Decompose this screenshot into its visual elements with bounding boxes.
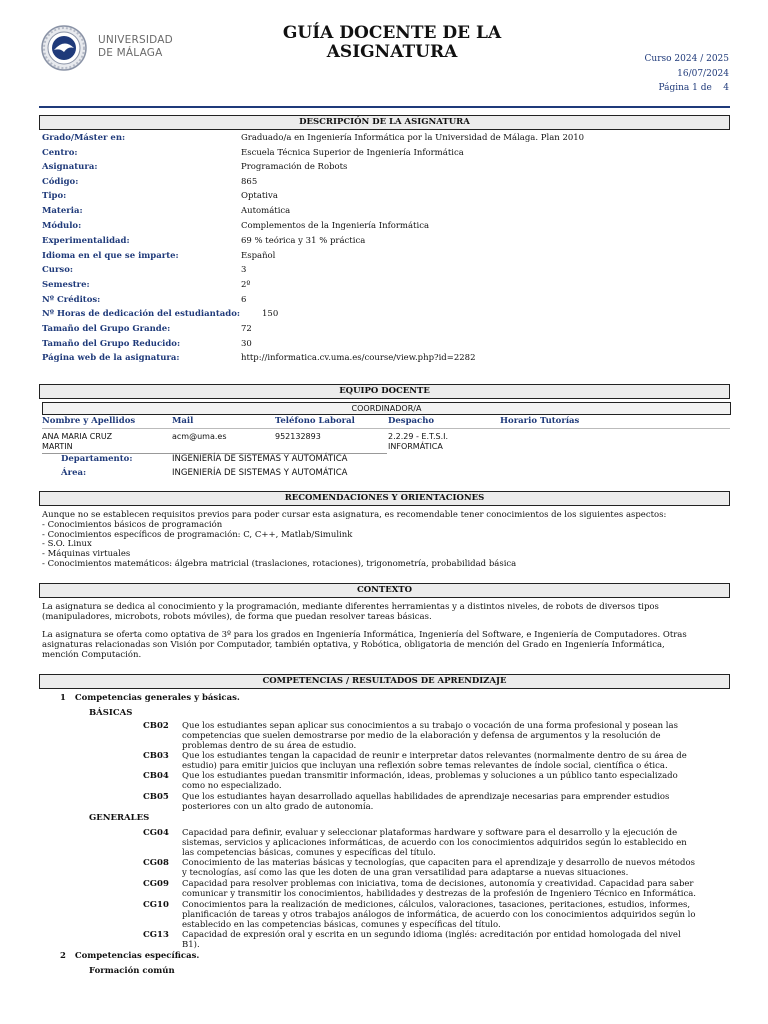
descripcion-value: 2º <box>241 280 251 290</box>
descripcion-row <box>42 206 732 218</box>
competencia-line: Conocimiento de las materias básicas y tecnologías, que capaciten para el aprendizaje y desarrollo de nuevos métodos <box>182 858 695 868</box>
area-value: INGENIERÍA DE SISTEMAS Y AUTOMÁTICA <box>172 468 348 478</box>
descripcion-label: Código: <box>42 177 79 187</box>
title-line-1: GUÍA DOCENTE DE LA <box>282 23 502 43</box>
descripcion-row <box>42 280 732 292</box>
competencia-line: B1). <box>182 939 200 950</box>
descripcion-value: Graduado/a en Ingeniería Informática por la Universidad de Málaga. Plan 2010 <box>241 133 585 143</box>
descripcion-value: Automática <box>241 206 291 216</box>
descripcion-value: 30 <box>241 339 252 349</box>
competencia-text <box>182 859 732 879</box>
descripcion-row <box>42 353 732 365</box>
university-name-line-1: UNIVERSIDAD <box>98 34 173 46</box>
recomendaciones-line: - Conocimientos específicos de programación: C, C++, Matlab/Simulink <box>42 529 353 540</box>
descripcion-value: Escuela Técnica Superior de Ingeniería Informática <box>241 148 464 158</box>
descripcion-row <box>42 309 732 321</box>
descripcion-row <box>42 177 732 189</box>
title-line-2: ASIGNATURA <box>326 42 458 62</box>
competencia-text <box>182 722 732 751</box>
coordinador-nombre <box>42 432 112 451</box>
descripcion-value: 69 % teórica y 31 % práctica <box>241 236 366 246</box>
group-number: 1 <box>60 693 66 703</box>
university-name <box>98 34 173 60</box>
descripcion-row <box>42 191 732 203</box>
group-number: 2 <box>60 951 66 961</box>
descripcion-label: Tamaño del Grupo Reducido: <box>42 339 181 349</box>
descripcion-row <box>42 339 732 351</box>
competencia-line: Conocimientos para la realización de mediciones, cálculos, valoraciones, tasaciones, peritaciones, estudios, informes, <box>182 900 691 910</box>
descripcion-value: 6 <box>241 295 247 305</box>
descripcion-row <box>42 221 732 233</box>
descripcion-row <box>42 162 732 174</box>
competencia-code: CG04 <box>143 828 169 838</box>
document-title <box>262 24 522 62</box>
course-web-link[interactable]: http://informatica.cv.uma.es/course/view.php?id=2282 <box>241 353 476 363</box>
header-divider <box>39 106 730 108</box>
descripcion-row <box>42 265 732 277</box>
recomendaciones-text <box>42 511 732 570</box>
descripcion-value: 150 <box>262 309 279 319</box>
descripcion-row <box>42 236 732 248</box>
university-logo <box>38 24 178 74</box>
section-heading-recomendaciones: RECOMENDACIONES Y ORIENTACIONES <box>39 491 730 506</box>
descripcion-row <box>42 148 732 160</box>
descripcion-value: Programación de Robots <box>241 162 348 172</box>
competencia-text <box>182 793 732 813</box>
competencia-code: CB02 <box>143 721 169 731</box>
recomendaciones-line: - Conocimientos matemáticos: álgebra matricial (traslaciones, rotaciones), trigonometría, probabilidad básica <box>42 558 517 569</box>
descripcion-value: 72 <box>241 324 252 334</box>
descripcion-label: Materia: <box>42 206 83 216</box>
page-indicator: Página 1 de 4 <box>658 83 729 93</box>
competencia-line: comunicar y transmitir los conocimientos, habilidades y destrezas de la profesión de Ingeniero Técnico en Informática. <box>182 888 696 899</box>
competencias-group-1 <box>60 693 240 703</box>
table-divider <box>42 428 730 429</box>
competencia-line: sistemas, servicios y aplicaciones informáticas, de acuerdo con los conocimientos adquiridos según lo establecido en <box>182 837 687 848</box>
group-title: Competencias generales y básicas. <box>74 693 240 703</box>
competencia-text <box>182 901 732 930</box>
recomendaciones-line: - S.O. Linux <box>42 539 92 550</box>
descripcion-label: Centro: <box>42 148 78 158</box>
descripcion-label: Experimentalidad: <box>42 236 130 246</box>
competencia-text <box>182 829 732 858</box>
descripcion-label: Semestre: <box>42 280 90 290</box>
coordinador-nombre-line-1: ANA MARIA CRUZ <box>42 432 113 441</box>
column-header-mail: Mail <box>172 416 194 426</box>
area-label: Área: <box>61 468 87 478</box>
recomendaciones-line: - Conocimientos básicos de programación <box>42 519 223 530</box>
coordinador-mail[interactable]: acm@uma.es <box>172 432 227 441</box>
university-seal-icon <box>38 24 90 72</box>
competencia-line: competencias que suelen demostrarse por medio de la elaboración y defensa de argumentos y la resolución de <box>182 730 661 741</box>
competencia-code: CB05 <box>143 792 169 802</box>
section-heading-equipo: EQUIPO DOCENTE <box>39 384 730 399</box>
column-header-horario: Horario Tutorías <box>500 416 580 426</box>
contexto-paragraph-2 <box>42 631 732 660</box>
descripcion-row <box>42 295 732 307</box>
competencia-line: Que los estudiantes sepan aplicar sus conocimientos a su trabajo o vocación de una forma profesional y posean las <box>182 721 678 731</box>
contexto-line: La asignatura se dedica al conocimiento y la programación, mediante diferentes herramientas y a distintos niveles, de robots de diversos tipos <box>42 602 659 612</box>
descripcion-label: Tipo: <box>42 191 67 201</box>
column-header-nombre: Nombre y Apellidos <box>42 416 136 426</box>
competencia-line: y tecnologías, así como las que les doten de una gran versatilidad para adaptarse a nuevas situaciones. <box>182 867 629 878</box>
competencia-line: Que los estudiantes hayan desarrollado aquellas habilidades de aprendizaje necesarias para emprender estudios <box>182 792 670 802</box>
competencia-code: CG10 <box>143 900 169 910</box>
descripcion-row <box>42 324 732 336</box>
competencias-group-2 <box>60 951 199 961</box>
document-date: 16/07/2024 <box>677 68 729 79</box>
descripcion-label: Nº Horas de dedicación del estudiantado: <box>42 309 241 319</box>
competencia-line: Capacidad para resolver problemas con iniciativa, toma de decisiones, autonomía y creatividad. Capacidad para saber <box>182 879 694 889</box>
descripcion-label: Nº Créditos: <box>42 295 101 305</box>
competencia-code: CG13 <box>143 930 169 940</box>
competencia-text <box>182 931 732 951</box>
descripcion-row <box>42 133 732 145</box>
competencia-code: CB03 <box>143 751 169 761</box>
competencia-text <box>182 772 732 792</box>
column-header-despacho: Despacho <box>388 416 435 426</box>
descripcion-label: Página web de la asignatura: <box>42 353 180 363</box>
descripcion-row <box>42 251 732 263</box>
descripcion-label: Idioma en el que se imparte: <box>42 251 179 261</box>
contexto-paragraph-1 <box>42 603 732 623</box>
university-name-line-2: DE MÁLAGA <box>98 47 163 59</box>
recomendaciones-line: - Máquinas virtuales <box>42 549 131 560</box>
recomendaciones-line: Aunque no se establecen requisitos previos para poder cursar esta asignatura, es recomendable tener conocimientos de los siguientes aspectos: <box>42 510 667 520</box>
competencia-line: establecido en las competencias básicas, comunes y específicas del título. <box>182 919 501 930</box>
competencia-code: CB04 <box>143 771 169 781</box>
departamento-value: INGENIERÍA DE SISTEMAS Y AUTOMÁTICA <box>172 454 348 464</box>
descripcion-value: Complementos de la Ingeniería Informática <box>241 221 430 231</box>
competencia-line: posteriores con un alto grado de autonomía. <box>182 801 374 812</box>
competencia-line: Que los estudiantes puedan transmitir información, ideas, problemas y soluciones a un público tanto especializado <box>182 771 678 781</box>
basicas-label: BÁSICAS <box>89 708 133 718</box>
column-header-telefono: Teléfono Laboral <box>275 416 355 426</box>
competencia-line: como no especializado. <box>182 780 282 791</box>
descripcion-label: Asignatura: <box>42 162 98 172</box>
descripcion-label: Módulo: <box>42 221 82 231</box>
coordinador-heading: COORDINADOR/A <box>42 402 731 415</box>
document-meta <box>645 52 729 96</box>
competencia-line: las competencias básicas, comunes y específicas del título. <box>182 847 436 858</box>
competencia-line: Capacidad de expresión oral y escrita en un segundo idioma (inglés: acreditación por entidad homologada del nivel <box>182 930 681 940</box>
descripcion-label: Tamaño del Grupo Grande: <box>42 324 171 334</box>
departamento-label: Departamento: <box>61 454 133 464</box>
competencia-line: Capacidad para definir, evaluar y seleccionar plataformas hardware y software para el desarrollo y la ejecución de <box>182 828 678 838</box>
descripcion-label: Curso: <box>42 265 74 275</box>
competencia-line: Que los estudiantes tengan la capacidad de reunir e interpretar datos relevantes (normalmente dentro de su área de <box>182 751 687 761</box>
contexto-line: asignaturas relacionadas son Visión por Computador, también optativa, y Robótica, obligatoria de mención del Grado en Ingeniería Informática, <box>42 639 665 650</box>
section-heading-contexto: CONTEXTO <box>39 583 730 598</box>
descripcion-label: Grado/Máster en: <box>42 133 126 143</box>
section-heading-descripcion: DESCRIPCIÓN DE LA ASIGNATURA <box>39 115 730 130</box>
contexto-line: mención Computación. <box>42 649 142 660</box>
coordinador-nombre-line-2: MARTIN <box>42 441 73 451</box>
coordinador-telefono: 952132893 <box>275 432 321 441</box>
descripcion-value: Español <box>241 251 276 261</box>
competencia-text <box>182 752 732 772</box>
generales-label: GENERALES <box>89 813 150 823</box>
competencia-line: estudio) para emitir juicios que incluyan una reflexión sobre temas relevantes de índole social, científica o ética. <box>182 760 668 771</box>
coordinador-despacho <box>388 432 448 451</box>
descripcion-value: 865 <box>241 177 258 187</box>
competencia-line: problemas dentro de su área de estudio. <box>182 740 357 751</box>
descripcion-value: 3 <box>241 265 247 275</box>
contexto-line: (manipuladores, microbots, robots móviles), de forma que puedan resolver tareas básicas. <box>42 611 432 622</box>
academic-year: Curso 2024 / 2025 <box>644 54 729 64</box>
formacion-comun-label: Formación común <box>89 966 175 976</box>
competencia-code: CG09 <box>143 879 169 889</box>
group-title: Competencias específicas. <box>74 951 200 961</box>
section-heading-competencias: COMPETENCIAS / RESULTADOS DE APRENDIZAJE <box>39 674 730 689</box>
competencia-code: CG08 <box>143 858 169 868</box>
descripcion-value: Optativa <box>241 191 278 201</box>
despacho-line-2: INFORMÁTICA <box>388 441 443 451</box>
despacho-line-1: 2.2.29 - E.T.S.I. <box>388 432 449 441</box>
competencia-text <box>182 880 732 900</box>
competencia-line: planificación de tareas y otros trabajos análogos de informática, de acuerdo con los conocimientos adquiridos según lo <box>182 909 696 920</box>
contexto-line: La asignatura se oferta como optativa de 3º para los grados en Ingeniería Informática, Ingeniería del Software, e Ingeniería de Computadores. Otras <box>42 630 687 640</box>
